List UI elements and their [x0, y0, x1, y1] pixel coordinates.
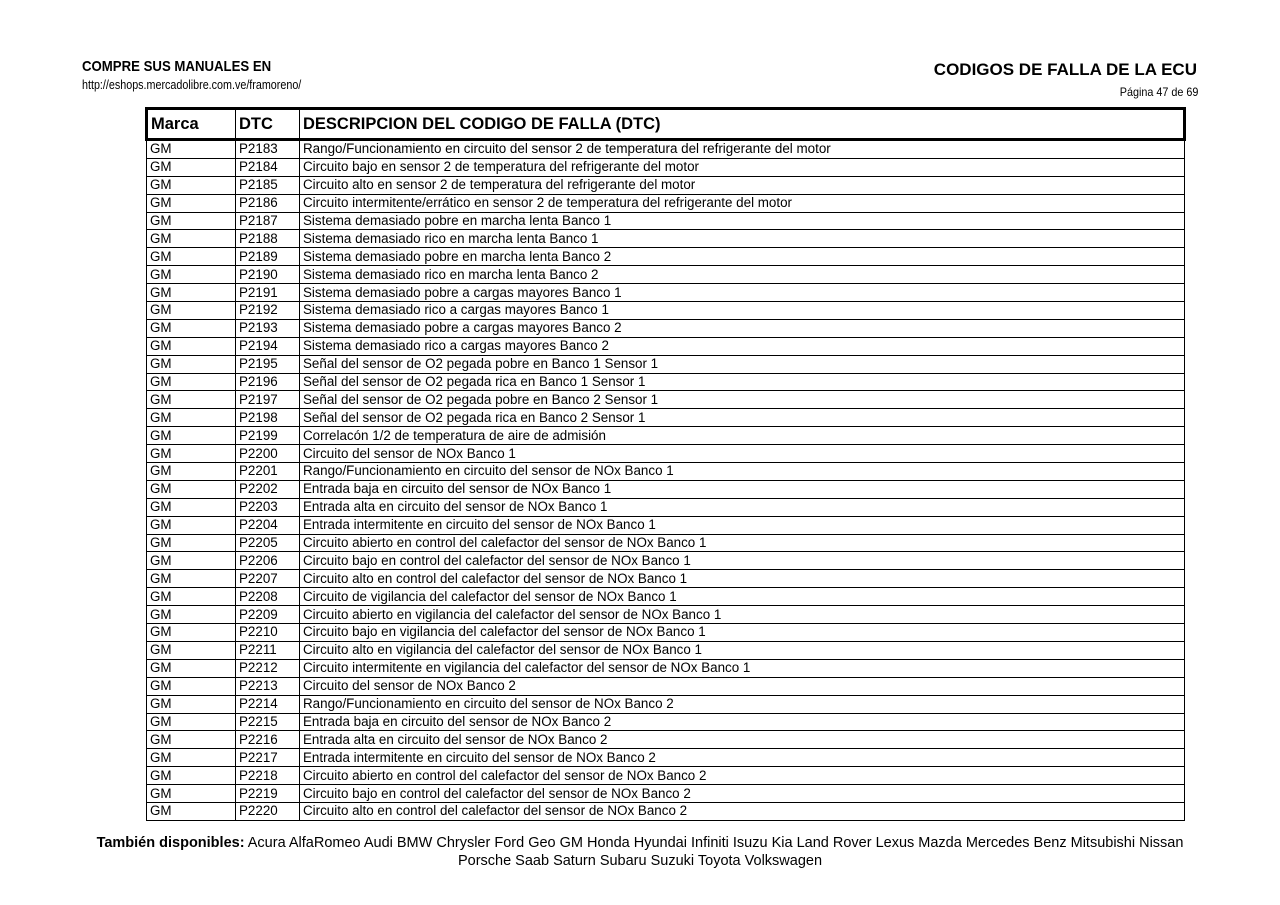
table-row [147, 140, 1185, 159]
cell-marca: GM [147, 767, 236, 785]
cell-dtc: P2189 [236, 248, 300, 266]
cell-descripcion: Entrada intermitente en circuito del sensor de NOx Banco 2 [300, 749, 1185, 767]
footer-brands-line1: Acura AlfaRomeo Audi BMW Chrysler Ford Geo GM Honda Hyundai Infiniti Isuzu Kia Land Rover Lexus Mazda Mercedes Benz Mitsubishi Nissan [247, 835, 1184, 851]
cell-descripcion: Circuito alto en vigilancia del calefactor del sensor de NOx Banco 1 [300, 641, 1185, 659]
cell-dtc: P2212 [236, 659, 300, 677]
table-row [147, 176, 1185, 194]
cell-dtc: P2199 [236, 427, 300, 445]
table-row [147, 767, 1185, 785]
cell-descripcion: Circuito abierto en control del calefactor del sensor de NOx Banco 2 [300, 767, 1185, 785]
cell-descripcion: Entrada baja en circuito del sensor de NOx Banco 1 [300, 480, 1185, 498]
cell-marca: GM [147, 624, 236, 642]
cell-descripcion: Entrada alta en circuito del sensor de NOx Banco 2 [300, 731, 1185, 749]
cell-descripcion: Sistema demasiado pobre en marcha lenta Banco 1 [300, 212, 1185, 230]
cell-dtc: P2188 [236, 230, 300, 248]
table-row [147, 445, 1185, 463]
cell-descripcion: Circuito abierto en control del calefactor del sensor de NOx Banco 1 [300, 534, 1185, 552]
table-row [147, 713, 1185, 731]
cell-marca: GM [147, 248, 236, 266]
cell-descripcion: Sistema demasiado rico en marcha lenta Banco 2 [300, 266, 1185, 284]
cell-descripcion: Sistema demasiado pobre a cargas mayores Banco 1 [300, 284, 1185, 302]
cell-marca: GM [147, 480, 236, 498]
cell-marca: GM [147, 140, 236, 159]
table-row [147, 731, 1185, 749]
header-left-title: COMPRE SUS MANUALES EN [82, 58, 272, 75]
cell-descripcion: Circuito intermitente/errático en sensor 2 de temperatura del refrigerante del motor [300, 194, 1185, 212]
cell-marca: GM [147, 749, 236, 767]
table-row [147, 785, 1185, 803]
cell-dtc: P2209 [236, 606, 300, 624]
cell-descripcion: Circuito bajo en control del calefactor del sensor de NOx Banco 1 [300, 552, 1185, 570]
table-row [147, 749, 1185, 767]
cell-marca: GM [147, 802, 236, 820]
cell-dtc: P2211 [236, 641, 300, 659]
cell-dtc: P2205 [236, 534, 300, 552]
cell-marca: GM [147, 445, 236, 463]
cell-dtc: P2186 [236, 194, 300, 212]
cell-descripcion: Circuito bajo en control del calefactor del sensor de NOx Banco 2 [300, 785, 1185, 803]
cell-marca: GM [147, 302, 236, 320]
table-row [147, 194, 1185, 212]
table-row [147, 588, 1185, 606]
column-header-dtc: DTC [236, 109, 300, 140]
cell-marca: GM [147, 337, 236, 355]
cell-marca: GM [147, 409, 236, 427]
cell-dtc: P2202 [236, 480, 300, 498]
column-header-descripcion: DESCRIPCION DEL CODIGO DE FALLA (DTC) [300, 109, 1185, 140]
cell-dtc: P2195 [236, 355, 300, 373]
document-title: CODIGOS DE FALLA DE LA ECU [933, 60, 1197, 79]
table-row [147, 695, 1185, 713]
table-row [147, 391, 1185, 409]
cell-marca: GM [147, 552, 236, 570]
cell-dtc: P2187 [236, 212, 300, 230]
cell-descripcion: Rango/Funcionamiento en circuito del sensor 2 de temperatura del refrigerante del motor [300, 140, 1185, 159]
cell-marca: GM [147, 516, 236, 534]
cell-dtc: P2217 [236, 749, 300, 767]
cell-dtc: P2185 [236, 176, 300, 194]
cell-dtc: P2214 [236, 695, 300, 713]
cell-dtc: P2192 [236, 302, 300, 320]
table-row [147, 302, 1185, 320]
column-header-marca: Marca [147, 109, 236, 140]
table-row [147, 266, 1185, 284]
footer-brands-line2: Porsche Saab Saturn Subaru Suzuki Toyota Volkswagen [457, 853, 823, 869]
cell-descripcion: Circuito abierto en vigilancia del calefactor del sensor de NOx Banco 1 [300, 606, 1185, 624]
cell-dtc: P2219 [236, 785, 300, 803]
cell-descripcion: Sistema demasiado rico en marcha lenta Banco 1 [300, 230, 1185, 248]
cell-marca: GM [147, 606, 236, 624]
cell-marca: GM [147, 355, 236, 373]
table-row [147, 409, 1185, 427]
table-row [147, 516, 1185, 534]
table-row [147, 552, 1185, 570]
footer-available-brands [90, 834, 1190, 870]
cell-marca: GM [147, 284, 236, 302]
table-row [147, 606, 1185, 624]
header-store-url[interactable]: http://eshops.mercadolibre.com.ve/framoreno/ [82, 78, 302, 92]
cell-descripcion: Circuito bajo en sensor 2 de temperatura del refrigerante del motor [300, 158, 1185, 176]
table-row [147, 284, 1185, 302]
cell-dtc: P2184 [236, 158, 300, 176]
cell-dtc: P2193 [236, 319, 300, 337]
cell-marca: GM [147, 677, 236, 695]
cell-descripcion: Circuito intermitente en vigilancia del calefactor del sensor de NOx Banco 1 [300, 659, 1185, 677]
cell-marca: GM [147, 659, 236, 677]
cell-descripcion: Correlacón 1/2 de temperatura de aire de admisión [300, 427, 1185, 445]
table-row [147, 624, 1185, 642]
cell-dtc: P2196 [236, 373, 300, 391]
cell-descripcion: Circuito de vigilancia del calefactor del sensor de NOx Banco 1 [300, 588, 1185, 606]
cell-descripcion: Circuito del sensor de NOx Banco 1 [300, 445, 1185, 463]
cell-marca: GM [147, 158, 236, 176]
table-row [147, 498, 1185, 516]
cell-marca: GM [147, 230, 236, 248]
cell-marca: GM [147, 212, 236, 230]
cell-marca: GM [147, 498, 236, 516]
cell-marca: GM [147, 463, 236, 481]
cell-dtc: P2203 [236, 498, 300, 516]
cell-marca: GM [147, 570, 236, 588]
cell-dtc: P2190 [236, 266, 300, 284]
cell-descripcion: Circuito del sensor de NOx Banco 2 [300, 677, 1185, 695]
cell-dtc: P2210 [236, 624, 300, 642]
cell-dtc: P2197 [236, 391, 300, 409]
cell-descripcion: Señal del sensor de O2 pegada rica en Banco 1 Sensor 1 [300, 373, 1185, 391]
cell-dtc: P2204 [236, 516, 300, 534]
cell-dtc: P2213 [236, 677, 300, 695]
table-row [147, 463, 1185, 481]
table-row [147, 677, 1185, 695]
table-row [147, 248, 1185, 266]
cell-dtc: P2220 [236, 802, 300, 820]
table-row [147, 319, 1185, 337]
cell-marca: GM [147, 695, 236, 713]
cell-marca: GM [147, 266, 236, 284]
cell-marca: GM [147, 319, 236, 337]
cell-marca: GM [147, 713, 236, 731]
cell-descripcion: Entrada alta en circuito del sensor de NOx Banco 1 [300, 498, 1185, 516]
cell-dtc: P2208 [236, 588, 300, 606]
table-row [147, 641, 1185, 659]
cell-marca: GM [147, 588, 236, 606]
cell-descripcion: Señal del sensor de O2 pegada pobre en Banco 1 Sensor 1 [300, 355, 1185, 373]
table-header-row [147, 109, 1185, 140]
cell-dtc: P2218 [236, 767, 300, 785]
table-row [147, 355, 1185, 373]
footer-line-1 [90, 834, 1190, 852]
table-row [147, 480, 1185, 498]
cell-dtc: P2216 [236, 731, 300, 749]
cell-marca: GM [147, 194, 236, 212]
table-row [147, 802, 1185, 820]
cell-dtc: P2183 [236, 140, 300, 159]
page-number: Página 47 de 69 [1119, 85, 1198, 99]
cell-descripcion: Rango/Funcionamiento en circuito del sensor de NOx Banco 2 [300, 695, 1185, 713]
cell-descripcion: Señal del sensor de O2 pegada pobre en Banco 2 Sensor 1 [300, 391, 1185, 409]
cell-marca: GM [147, 731, 236, 749]
cell-descripcion: Circuito alto en sensor 2 de temperatura del refrigerante del motor [300, 176, 1185, 194]
cell-descripcion: Circuito alto en control del calefactor del sensor de NOx Banco 2 [300, 802, 1185, 820]
cell-descripcion: Sistema demasiado pobre a cargas mayores Banco 2 [300, 319, 1185, 337]
table-row [147, 337, 1185, 355]
cell-dtc: P2198 [236, 409, 300, 427]
dtc-table [145, 107, 1186, 821]
cell-descripcion: Circuito alto en control del calefactor del sensor de NOx Banco 1 [300, 570, 1185, 588]
table-row [147, 158, 1185, 176]
cell-marca: GM [147, 391, 236, 409]
cell-descripcion: Señal del sensor de O2 pegada rica en Banco 2 Sensor 1 [300, 409, 1185, 427]
cell-dtc: P2215 [236, 713, 300, 731]
cell-marca: GM [147, 373, 236, 391]
cell-descripcion: Circuito bajo en vigilancia del calefactor del sensor de NOx Banco 1 [300, 624, 1185, 642]
cell-descripcion: Sistema demasiado pobre en marcha lenta Banco 2 [300, 248, 1185, 266]
cell-marca: GM [147, 785, 236, 803]
footer-label: También disponibles: [96, 835, 245, 851]
table-row [147, 659, 1185, 677]
cell-dtc: P2200 [236, 445, 300, 463]
cell-marca: GM [147, 427, 236, 445]
cell-descripcion: Sistema demasiado rico a cargas mayores Banco 2 [300, 337, 1185, 355]
cell-dtc: P2206 [236, 552, 300, 570]
cell-dtc: P2207 [236, 570, 300, 588]
cell-descripcion: Entrada baja en circuito del sensor de NOx Banco 2 [300, 713, 1185, 731]
table-row [147, 570, 1185, 588]
table-body [147, 140, 1185, 821]
cell-marca: GM [147, 641, 236, 659]
cell-marca: GM [147, 534, 236, 552]
cell-dtc: P2194 [236, 337, 300, 355]
table-row [147, 534, 1185, 552]
table-row [147, 230, 1185, 248]
table-row [147, 373, 1185, 391]
cell-dtc: P2191 [236, 284, 300, 302]
table-row [147, 212, 1185, 230]
table-row [147, 427, 1185, 445]
cell-descripcion: Rango/Funcionamiento en circuito del sensor de NOx Banco 1 [300, 463, 1185, 481]
cell-descripcion: Entrada intermitente en circuito del sensor de NOx Banco 1 [300, 516, 1185, 534]
cell-dtc: P2201 [236, 463, 300, 481]
cell-descripcion: Sistema demasiado rico a cargas mayores Banco 1 [300, 302, 1185, 320]
cell-marca: GM [147, 176, 236, 194]
